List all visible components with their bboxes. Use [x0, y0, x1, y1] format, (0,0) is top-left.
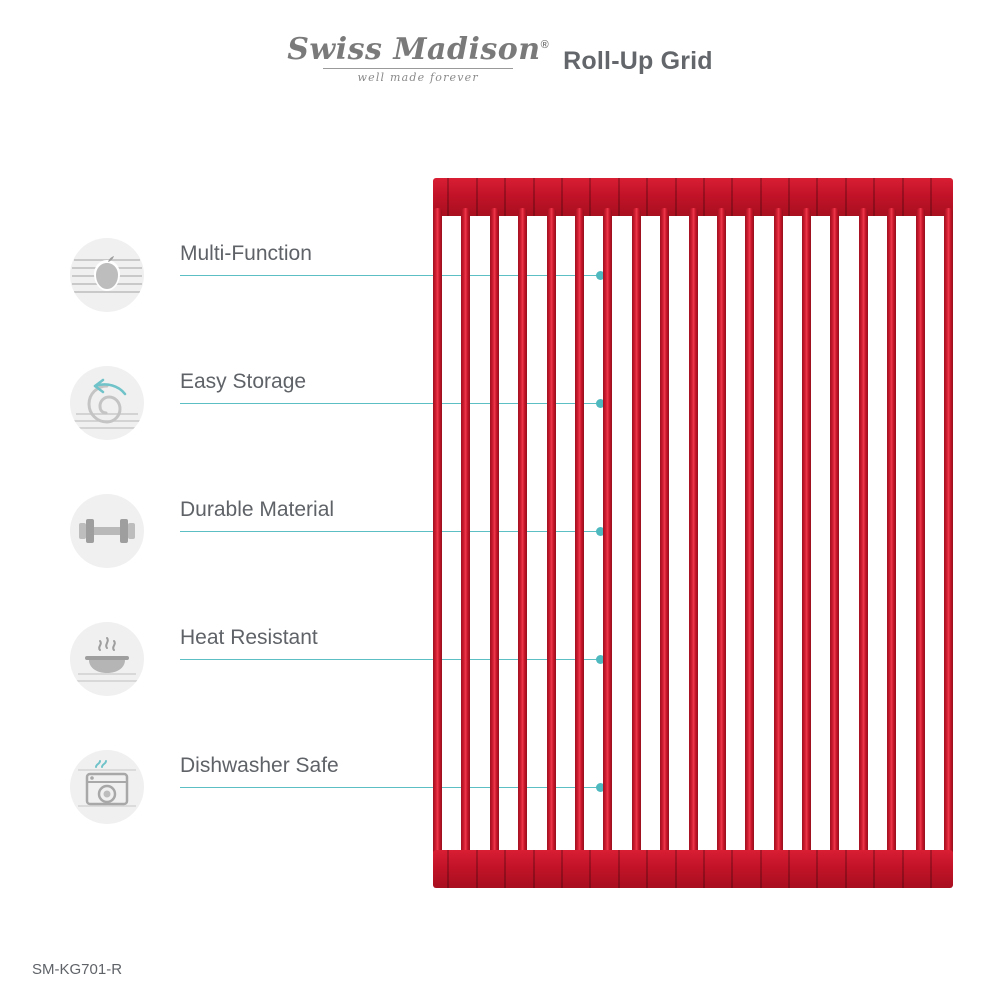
bar-segment-divider [703, 178, 705, 216]
feature-label: Durable Material [180, 498, 335, 521]
grid-rod [575, 208, 584, 860]
bar-segment-divider [873, 178, 875, 216]
grid-rod [830, 208, 839, 860]
bar-segment-divider [561, 850, 563, 888]
page-title: Roll-Up Grid [563, 46, 713, 75]
bar-segment-divider [816, 850, 818, 888]
bar-segment-divider [902, 850, 904, 888]
bar-segment-divider [646, 850, 648, 888]
bar-segment-divider [788, 178, 790, 216]
bar-segment-divider [447, 850, 449, 888]
bar-segment-divider [504, 178, 506, 216]
bar-segment-divider [561, 178, 563, 216]
grid-rod [632, 208, 641, 860]
grid-rod [518, 208, 527, 860]
bar-segment-divider [533, 178, 535, 216]
grid-rod [745, 208, 754, 860]
sku-label: SM-KG701-R [32, 961, 123, 978]
dumbbell-icon [70, 494, 144, 568]
grid-rod [603, 208, 612, 860]
bar-segment-divider [760, 178, 762, 216]
grid-rod [433, 208, 442, 860]
grid-rod [490, 208, 499, 860]
roll-up-spiral-icon [70, 366, 144, 440]
feature-label: Multi-Function [180, 242, 312, 265]
grid-rod [717, 208, 726, 860]
dishwasher-icon [70, 750, 144, 824]
feature-label: Easy Storage [180, 370, 307, 393]
brand-logo [287, 33, 549, 84]
grid-rod [802, 208, 811, 860]
bar-segment-divider [703, 850, 705, 888]
grid-rod [774, 208, 783, 860]
bar-segment-divider [731, 850, 733, 888]
bar-segment-divider [618, 850, 620, 888]
bar-segment-divider [533, 850, 535, 888]
grid-rod [547, 208, 556, 860]
bar-segment-divider [816, 178, 818, 216]
grid-rod [916, 208, 925, 860]
brand-tagline: well made forever [357, 70, 479, 84]
bar-segment-divider [788, 850, 790, 888]
bar-segment-divider [476, 178, 478, 216]
bar-segment-divider [845, 850, 847, 888]
product-image-roll-up-grid [433, 178, 953, 888]
bar-segment-divider [504, 850, 506, 888]
bar-segment-divider [589, 850, 591, 888]
bar-segment-divider [589, 178, 591, 216]
bar-segment-divider [902, 178, 904, 216]
bar-segment-divider [731, 178, 733, 216]
bar-segment-divider [845, 178, 847, 216]
bar-segment-divider [618, 178, 620, 216]
brand-name-text: Swiss Madison [287, 31, 541, 67]
brand-divider [323, 68, 513, 69]
hot-dish-icon [70, 622, 144, 696]
bar-segment-divider [447, 178, 449, 216]
grid-rod [859, 208, 868, 860]
grid-rod [887, 208, 896, 860]
bar-segment-divider [675, 178, 677, 216]
registered-trademark-icon: ® [540, 38, 550, 51]
grid-rod [689, 208, 698, 860]
feature-label: Dishwasher Safe [180, 754, 339, 777]
bar-segment-divider [873, 850, 875, 888]
grid-bottom-bar [433, 850, 953, 888]
bar-segment-divider [675, 850, 677, 888]
header [0, 28, 1000, 88]
apple-icon [70, 238, 144, 312]
grid-rod [461, 208, 470, 860]
feature-label: Heat Resistant [180, 626, 318, 649]
brand-block [287, 33, 713, 84]
brand-name [287, 31, 550, 67]
bar-segment-divider [930, 178, 932, 216]
bar-segment-divider [646, 178, 648, 216]
bar-segment-divider [476, 850, 478, 888]
bar-segment-divider [760, 850, 762, 888]
grid-rod [944, 208, 953, 860]
grid-rod [660, 208, 669, 860]
bar-segment-divider [930, 850, 932, 888]
